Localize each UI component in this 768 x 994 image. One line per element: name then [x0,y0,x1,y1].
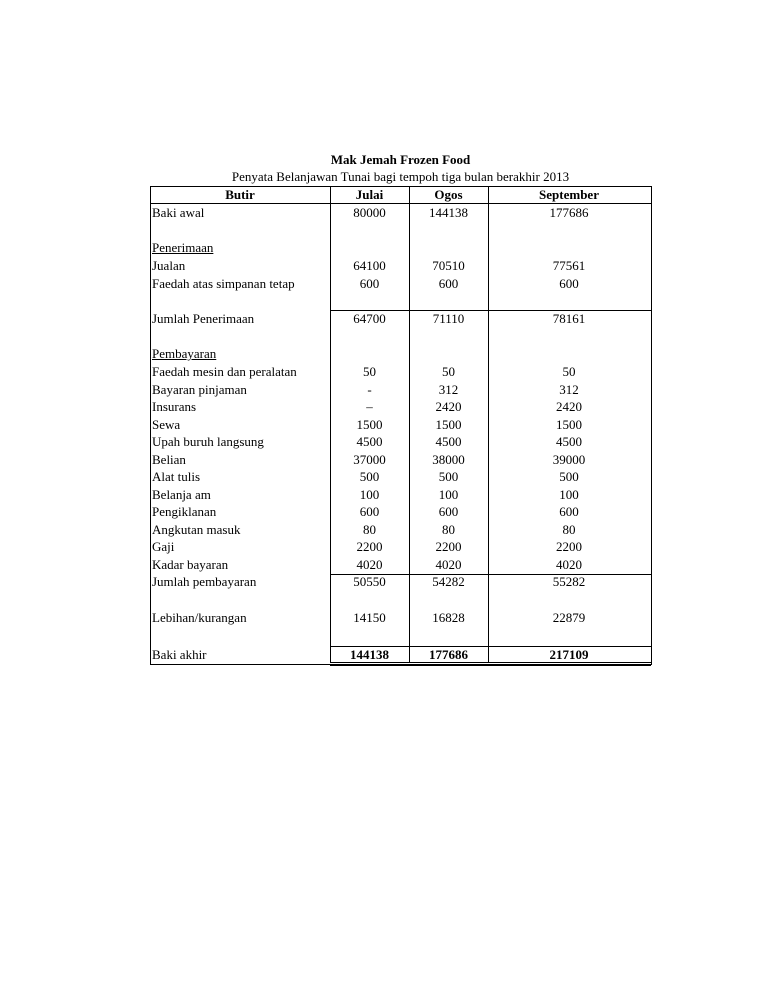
cell-july: 600 [359,504,380,519]
column-header-september: September [539,187,599,202]
row-label: Faedah mesin dan peralatan [152,364,297,379]
cash-budget-table [150,186,651,664]
cell-august: 500 [438,469,459,484]
cell-september: 2200 [556,539,582,554]
cell-september: 2420 [556,399,582,414]
row-label: Upah buruh langsung [152,434,264,449]
cell-september: 177686 [549,205,589,220]
cell-august: 80 [442,521,455,537]
section-heading-payments: Pembayaran [152,346,217,361]
cell-september: 100 [559,486,579,502]
row-label: Lebihan/kurangan [152,610,247,625]
cell-september: 4500 [556,434,582,449]
row-label: Baki akhir [152,647,207,662]
row-label: Bayaran pinjaman [152,381,247,397]
row-label: Faedah atas simpanan tetap [152,276,295,291]
row-label: Jumlah Penerimaan [152,311,255,326]
cell-september: 312 [559,381,579,397]
cell-september: 55282 [552,574,586,589]
document-title: Mak Jemah Frozen Food [330,152,471,167]
cell-september: 500 [559,469,579,484]
cell-september: 80 [562,521,576,537]
cell-august: 2200 [435,539,462,554]
column-header-item: Butir [225,187,255,202]
column-header-july: Julai [355,187,384,202]
cell-july: 80 [363,521,376,537]
cell-august: 4020 [435,556,462,572]
cell-july: 600 [359,276,380,291]
cell-august: 4500 [435,434,462,449]
cell-august: 144138 [429,205,468,220]
cell-september: 600 [559,276,579,291]
cell-august: 312 [438,381,459,397]
cell-september: 600 [559,504,579,519]
row-label: Belanja am [152,486,211,502]
document-subtitle: Penyata Belanjawan Tunai bagi tempoh tiga bulan berakhir 2013 [231,169,570,184]
cell-july: 37000 [353,451,386,467]
cell-july: 4020 [356,556,383,572]
cell-july: 4500 [356,434,383,449]
cell-august: 177686 [429,647,468,662]
row-label: Insurans [152,399,197,414]
cell-august: 600 [438,504,459,519]
cell-september: 4020 [556,556,582,572]
cell-july: 64100 [353,258,386,273]
row-label: Jualan [152,258,186,273]
cell-july: 80000 [353,205,386,220]
cell-september: 78161 [552,311,586,326]
cell-september: 39000 [552,451,586,467]
row-label: Gaji [152,539,175,554]
row-label: Kadar bayaran [152,556,229,572]
row-label: Jumlah pembayaran [152,574,257,589]
cell-september: 22879 [552,610,586,625]
cell-august: 16828 [432,610,465,625]
cell-july: 2200 [356,539,383,554]
row-label: Pengiklanan [152,504,217,519]
section-heading-receipts: Penerimaan [152,240,214,255]
row-label: Baki awal [152,205,205,220]
cell-july: – [366,399,373,414]
cell-august: 38000 [432,451,465,467]
cell-august: 600 [438,276,459,291]
cell-september: 77561 [552,258,586,273]
cell-august: 71110 [432,311,465,326]
cell-september: 1500 [556,416,582,432]
cell-july: 1500 [356,416,383,432]
cell-september: 50 [562,364,576,379]
row-label: Sewa [152,416,181,432]
cell-july: 14150 [353,610,386,625]
cell-august: 54282 [432,574,465,589]
row-label: Belian [152,451,186,467]
column-header-august: Ogos [434,187,463,202]
cell-august: 1500 [435,416,462,432]
cell-july: - [367,381,372,397]
row-label: Angkutan masuk [152,521,241,537]
cell-august: 100 [438,486,459,502]
cell-july: 100 [359,486,380,502]
cell-august: 70510 [432,258,465,273]
cell-august: 2420 [435,399,462,414]
cell-july: 144138 [350,647,389,662]
closing-balance-double-rule [330,665,651,666]
cell-september: 217109 [549,647,589,662]
cell-july: 50550 [353,574,386,589]
cell-july: 64700 [353,311,386,326]
row-label: Alat tulis [152,469,201,484]
cell-july: 500 [359,469,380,484]
cell-august: 50 [442,364,455,379]
cell-july: 50 [363,364,376,379]
